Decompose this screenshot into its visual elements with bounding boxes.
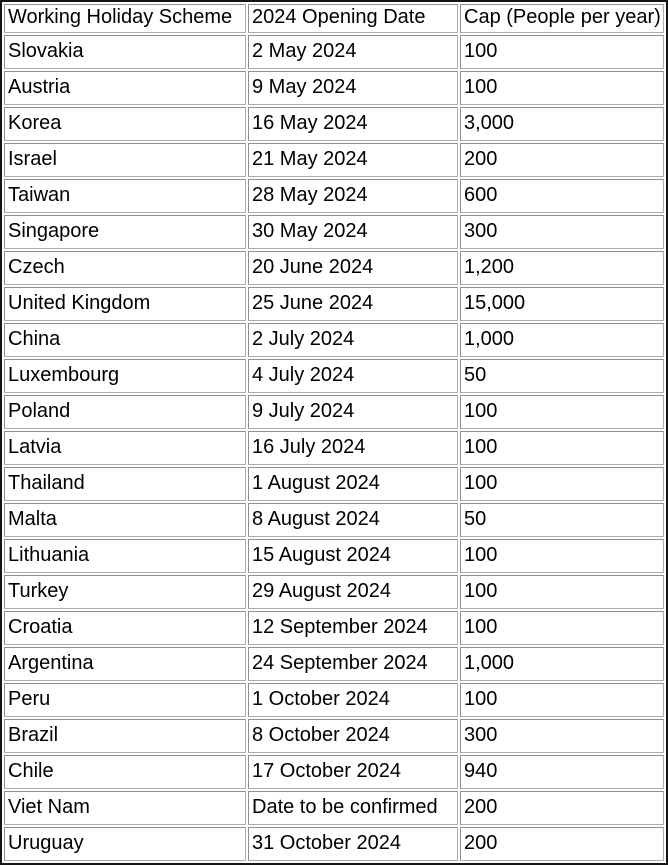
table-row (4, 719, 664, 753)
cap-cell: 100 (460, 35, 664, 69)
scheme-cell: Thailand (4, 467, 246, 501)
opening-date-cell: 16 May 2024 (248, 107, 458, 141)
cap-cell: 15,000 (460, 287, 664, 321)
cap-cell: 100 (460, 431, 664, 465)
cap-cell: 200 (460, 143, 664, 177)
scheme-cell: Uruguay (4, 827, 246, 861)
scheme-cell: Chile (4, 755, 246, 789)
cap-cell: 100 (460, 575, 664, 609)
table-row (4, 539, 664, 573)
table-row (4, 143, 664, 177)
scheme-cell: Austria (4, 71, 246, 105)
scheme-cell: Czech (4, 251, 246, 285)
opening-date-cell: 15 August 2024 (248, 539, 458, 573)
cap-cell: 940 (460, 755, 664, 789)
cap-cell: 600 (460, 179, 664, 213)
opening-date-cell: 1 August 2024 (248, 467, 458, 501)
header-opening-date: 2024 Opening Date (248, 4, 458, 33)
scheme-cell: Croatia (4, 611, 246, 645)
opening-date-cell: 21 May 2024 (248, 143, 458, 177)
opening-date-cell: Date to be confirmed (248, 791, 458, 825)
table-row (4, 683, 664, 717)
cap-cell: 200 (460, 791, 664, 825)
table-row (4, 323, 664, 357)
scheme-cell: Poland (4, 395, 246, 429)
cap-cell: 100 (460, 467, 664, 501)
scheme-cell: United Kingdom (4, 287, 246, 321)
header-scheme: Working Holiday Scheme (4, 4, 246, 33)
header-cap: Cap (People per year) (460, 4, 664, 33)
opening-date-cell: 16 July 2024 (248, 431, 458, 465)
table-row (4, 395, 664, 429)
scheme-cell: Argentina (4, 647, 246, 681)
scheme-cell: Latvia (4, 431, 246, 465)
table-row (4, 467, 664, 501)
cap-cell: 3,000 (460, 107, 664, 141)
cap-cell: 100 (460, 683, 664, 717)
opening-date-cell: 2 July 2024 (248, 323, 458, 357)
table-row (4, 71, 664, 105)
opening-date-cell: 20 June 2024 (248, 251, 458, 285)
opening-date-cell: 28 May 2024 (248, 179, 458, 213)
cap-cell: 100 (460, 611, 664, 645)
scheme-cell: Israel (4, 143, 246, 177)
scheme-cell: Lithuania (4, 539, 246, 573)
table-row (4, 503, 664, 537)
opening-date-cell: 25 June 2024 (248, 287, 458, 321)
opening-date-cell: 9 July 2024 (248, 395, 458, 429)
opening-date-cell: 29 August 2024 (248, 575, 458, 609)
table-row (4, 251, 664, 285)
table-row (4, 575, 664, 609)
opening-date-cell: 8 October 2024 (248, 719, 458, 753)
opening-date-cell: 31 October 2024 (248, 827, 458, 861)
scheme-cell: Luxembourg (4, 359, 246, 393)
opening-date-cell: 2 May 2024 (248, 35, 458, 69)
table-header (4, 4, 664, 33)
scheme-cell: Slovakia (4, 35, 246, 69)
opening-date-cell: 8 August 2024 (248, 503, 458, 537)
cap-cell: 300 (460, 719, 664, 753)
table-row (4, 791, 664, 825)
cap-cell: 200 (460, 827, 664, 861)
table-row (4, 107, 664, 141)
scheme-cell: Viet Nam (4, 791, 246, 825)
scheme-cell: Korea (4, 107, 246, 141)
scheme-cell: Turkey (4, 575, 246, 609)
table-row (4, 215, 664, 249)
opening-date-cell: 9 May 2024 (248, 71, 458, 105)
scheme-cell: Brazil (4, 719, 246, 753)
opening-date-cell: 30 May 2024 (248, 215, 458, 249)
cap-cell: 100 (460, 539, 664, 573)
scheme-cell: Singapore (4, 215, 246, 249)
header-row (4, 4, 664, 33)
scheme-cell: Peru (4, 683, 246, 717)
table-row (4, 755, 664, 789)
table-row (4, 179, 664, 213)
cap-cell: 1,000 (460, 647, 664, 681)
cap-cell: 1,000 (460, 323, 664, 357)
opening-date-cell: 17 October 2024 (248, 755, 458, 789)
table-row (4, 359, 664, 393)
scheme-cell: Taiwan (4, 179, 246, 213)
cap-cell: 50 (460, 503, 664, 537)
opening-date-cell: 24 September 2024 (248, 647, 458, 681)
table-row (4, 827, 664, 861)
cap-cell: 100 (460, 395, 664, 429)
scheme-cell: Malta (4, 503, 246, 537)
scheme-cell: China (4, 323, 246, 357)
table-body (4, 35, 664, 861)
table-row (4, 647, 664, 681)
cap-cell: 300 (460, 215, 664, 249)
opening-date-cell: 4 July 2024 (248, 359, 458, 393)
opening-date-cell: 1 October 2024 (248, 683, 458, 717)
cap-cell: 50 (460, 359, 664, 393)
table-row (4, 611, 664, 645)
cap-cell: 100 (460, 71, 664, 105)
table-row (4, 35, 664, 69)
table-row (4, 287, 664, 321)
cap-cell: 1,200 (460, 251, 664, 285)
table-row (4, 431, 664, 465)
opening-date-cell: 12 September 2024 (248, 611, 458, 645)
